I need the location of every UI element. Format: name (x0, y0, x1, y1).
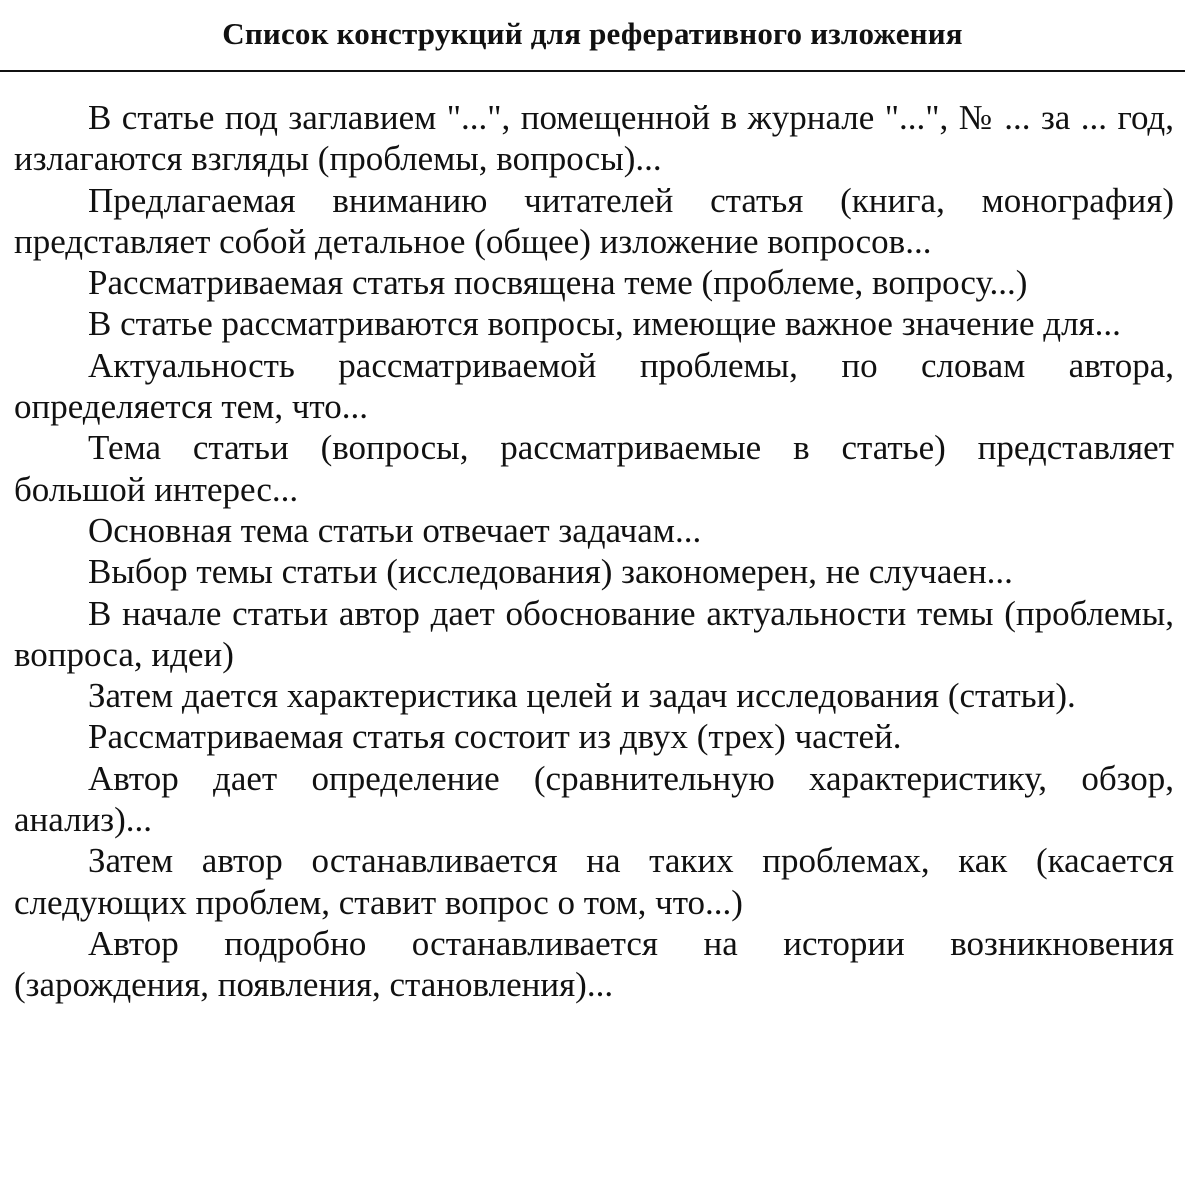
paragraph-5: Актуальность рассматриваемой проблемы, по словам автора, определяется тем, что... (14, 345, 1174, 427)
paragraph-7: Основная тема статьи отвечает задачам... (88, 510, 702, 550)
paragraph-3: Рассматриваемая статья посвящена теме (проблеме, вопросу...) (88, 263, 1028, 303)
paragraph-10: Затем дается характеристика целей и задач исследования (статьи). (88, 676, 1076, 716)
paragraph-9: В начале статьи автор дает обоснование актуальности темы (проблемы, вопроса, идеи) (14, 593, 1174, 674)
paragraph-8: Выбор темы статьи (исследования) закономерен, не случаен... (88, 552, 1013, 592)
paragraph-1: В статье под заглавием "...", помещенной в журнале "...", № ... за ... год, излагаются взгляды (проблемы, вопросы)... (14, 98, 1174, 179)
paragraph-6: Тема статьи (вопросы, рассматриваемые в статье) представляет большой интерес... (14, 428, 1174, 509)
paragraph-4: В статье рассматриваются вопросы, имеющие важное значение для... (88, 304, 1121, 344)
paragraph-13: Затем автор останавливается на таких проблемах, как (касается следующих проблем, ставит вопрос о том, что...) (14, 841, 1174, 922)
paragraph-12: Автор дает определение (сравнительную характеристику, обзор, анализ)... (14, 758, 1174, 840)
title-divider (0, 70, 1185, 72)
document-body (14, 97, 1174, 1006)
paragraph-2: Предлагаемая вниманию читателей статья (книга, монография) представляет собой детальное (общее) изложение вопросов... (14, 180, 1174, 261)
paragraph-14: Автор подробно останавливается на истории возникновения (зарождения, появления, становления)... (14, 923, 1174, 1005)
page-title: Список конструкций для реферативного изложения (222, 16, 963, 51)
paragraph-11: Рассматриваемая статья состоит из двух (трех) частей. (88, 717, 902, 757)
